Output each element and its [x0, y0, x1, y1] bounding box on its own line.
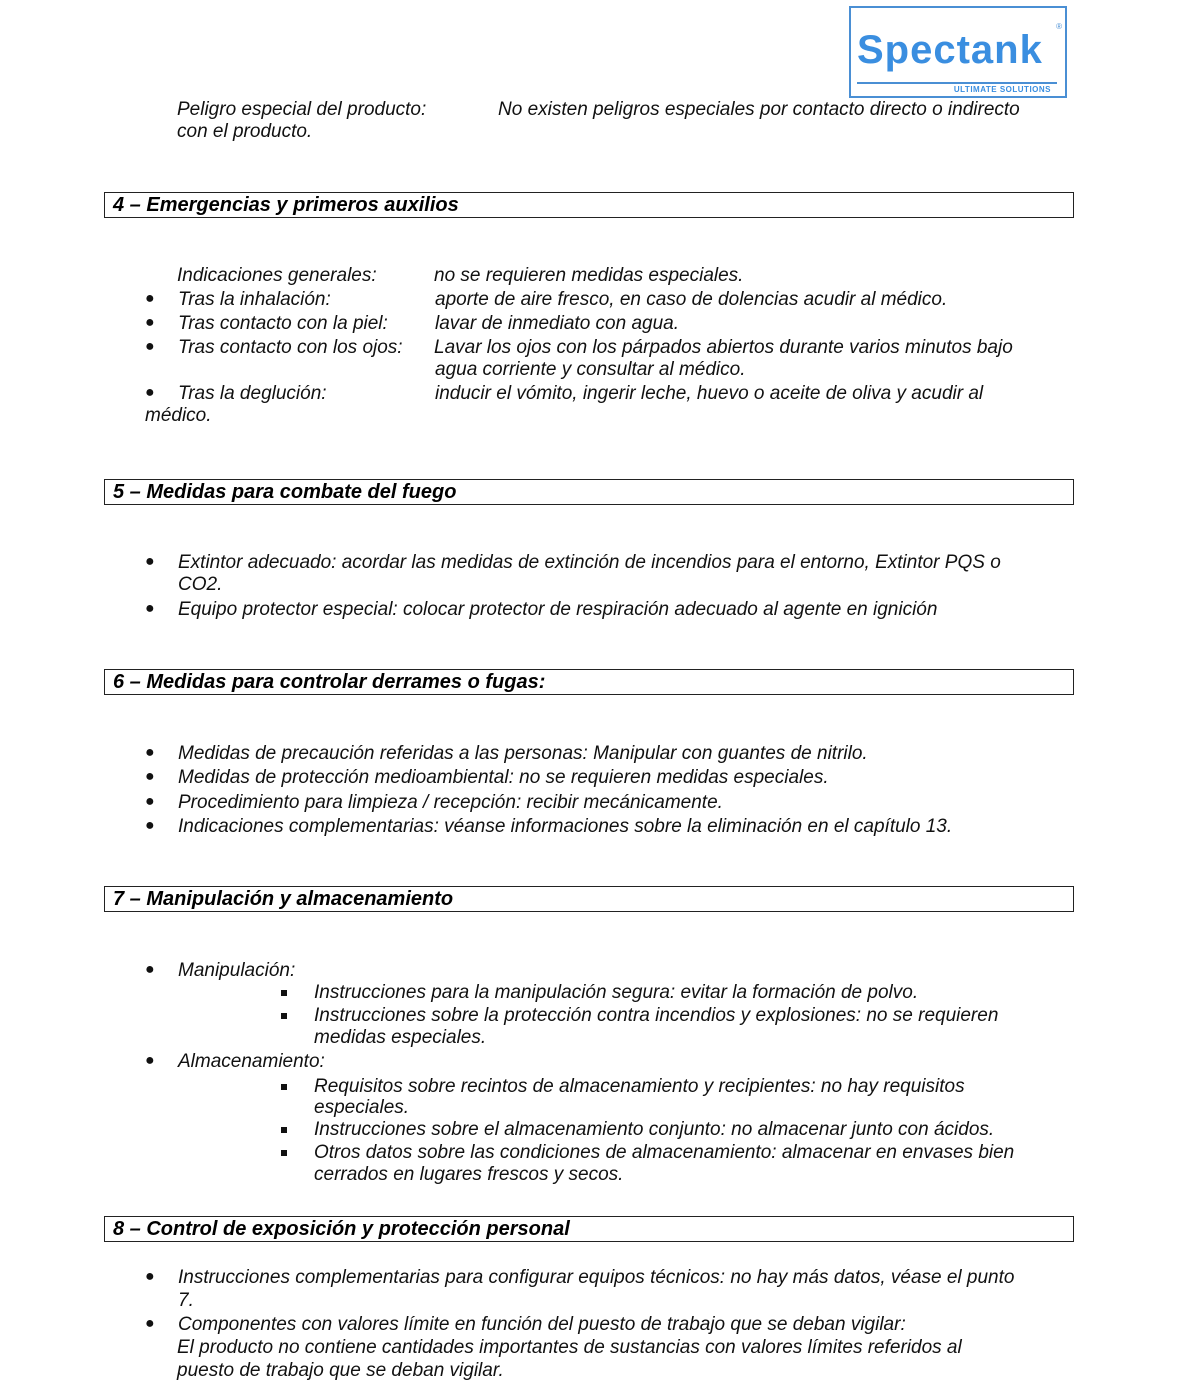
list-item: Medidas de protección medioambiental: no se requieren medidas especiales.	[178, 767, 829, 788]
bullet-icon: ●	[145, 290, 155, 307]
list-item: Componentes con valores límite en función del puesto de trabajo que se deban vigilar:	[178, 1314, 906, 1335]
square-bullet-icon	[281, 1084, 287, 1090]
square-bullet-icon	[281, 1127, 287, 1133]
row-value-cont: médico.	[145, 405, 212, 426]
list-item: Extintor adecuado: acordar las medidas de extinción de incendios para el entorno, Extintor PQS o	[178, 552, 1001, 573]
row-label: Tras contacto con los ojos:	[178, 337, 403, 358]
section-4-header	[104, 192, 1074, 218]
bullet-icon: ●	[145, 817, 155, 834]
bullet-icon: ●	[145, 338, 155, 355]
list-item-cont: CO2.	[178, 574, 223, 595]
section-5-header	[104, 479, 1074, 505]
row-label: Tras la deglución:	[178, 383, 327, 404]
section-title: 4 – Emergencias y primeros auxilios	[113, 194, 459, 216]
square-bullet-icon	[281, 1150, 287, 1156]
bullet-icon: ●	[145, 553, 155, 570]
list-item: Instrucciones sobre la protección contra incendios y explosiones: no se requieren	[314, 1005, 999, 1026]
intro-value: No existen peligros especiales por contacto directo o indirecto	[498, 99, 1020, 120]
list-item-cont: El producto no contiene cantidades importantes de sustancias con valores límites referidos al	[177, 1337, 962, 1358]
square-bullet-icon	[281, 1013, 287, 1019]
row-label: Tras contacto con la piel:	[178, 313, 388, 334]
intro-value-cont: con el producto.	[177, 121, 313, 142]
row-value: Lavar los ojos con los párpados abiertos durante varios minutos bajo	[434, 337, 1013, 358]
list-item: Equipo protector especial: colocar protector de respiración adecuado al agente en ignición	[178, 599, 938, 620]
list-item: Requisitos sobre recintos de almacenamiento y recipientes: no hay requisitos	[314, 1076, 965, 1097]
bullet-icon: ●	[145, 1315, 155, 1332]
group-label: Manipulación:	[178, 960, 296, 981]
section-title: 7 – Manipulación y almacenamiento	[113, 888, 454, 910]
list-item: Instrucciones complementarias para configurar equipos técnicos: no hay más datos, véase el punto	[178, 1267, 1015, 1288]
bullet-icon: ●	[145, 744, 155, 761]
list-item-cont: cerrados en lugares frescos y secos.	[314, 1164, 624, 1185]
bullet-icon: ●	[145, 1268, 155, 1285]
section-title: 5 – Medidas para combate del fuego	[113, 481, 457, 503]
list-item: Medidas de precaución referidas a las personas: Manipular con guantes de nitrilo.	[178, 743, 868, 764]
row-value: no se requieren medidas especiales.	[434, 265, 744, 286]
bullet-icon: ●	[145, 768, 155, 785]
list-item: Instrucciones para la manipulación segura: evitar la formación de polvo.	[314, 982, 919, 1003]
section-title: 6 – Medidas para controlar derrames o fugas:	[113, 671, 546, 693]
section-8-header	[104, 1216, 1074, 1242]
bullet-icon: ●	[145, 793, 155, 810]
list-item: Procedimiento para limpieza / recepción: recibir mecánicamente.	[178, 792, 723, 813]
list-item-cont: 7.	[178, 1290, 194, 1311]
logo-tagline: ULTIMATE SOLUTIONS	[953, 85, 1051, 94]
section-6-header	[104, 669, 1074, 695]
section-title: 8 – Control de exposición y protección personal	[113, 1218, 570, 1240]
registered-mark: ®	[1056, 22, 1062, 31]
list-item-cont: puesto de trabajo que se deban vigilar.	[177, 1360, 504, 1381]
intro-label: Peligro especial del producto:	[177, 99, 427, 120]
bullet-icon: ●	[145, 1052, 155, 1069]
logo-underline	[857, 82, 1057, 84]
bullet-icon: ●	[145, 314, 155, 331]
logo-brand-text: Spectank	[857, 28, 1043, 72]
row-label: Tras la inhalación:	[178, 289, 331, 310]
group-label: Almacenamiento:	[178, 1051, 325, 1072]
row-label: Indicaciones generales:	[177, 265, 377, 286]
list-item-cont: medidas especiales.	[314, 1027, 487, 1048]
bullet-icon: ●	[145, 600, 155, 617]
spectank-logo	[849, 6, 1067, 98]
list-item: Otros datos sobre las condiciones de almacenamiento: almacenar en envases bien	[314, 1142, 1015, 1163]
row-value: aporte de aire fresco, en caso de dolencias acudir al médico.	[435, 289, 948, 310]
bullet-icon: ●	[145, 384, 155, 401]
row-value: inducir el vómito, ingerir leche, huevo o aceite de oliva y acudir al	[435, 383, 984, 404]
list-item: Indicaciones complementarias: véanse informaciones sobre la eliminación en el capítulo 13.	[178, 816, 953, 837]
row-value: lavar de inmediato con agua.	[435, 313, 679, 334]
bullet-icon: ●	[145, 961, 155, 978]
list-item: Instrucciones sobre el almacenamiento conjunto: no almacenar junto con ácidos.	[314, 1119, 995, 1140]
list-item-cont: especiales.	[314, 1097, 410, 1118]
section-7-header	[104, 886, 1074, 912]
row-value-cont: agua corriente y consultar al médico.	[435, 359, 746, 380]
square-bullet-icon	[281, 990, 287, 996]
